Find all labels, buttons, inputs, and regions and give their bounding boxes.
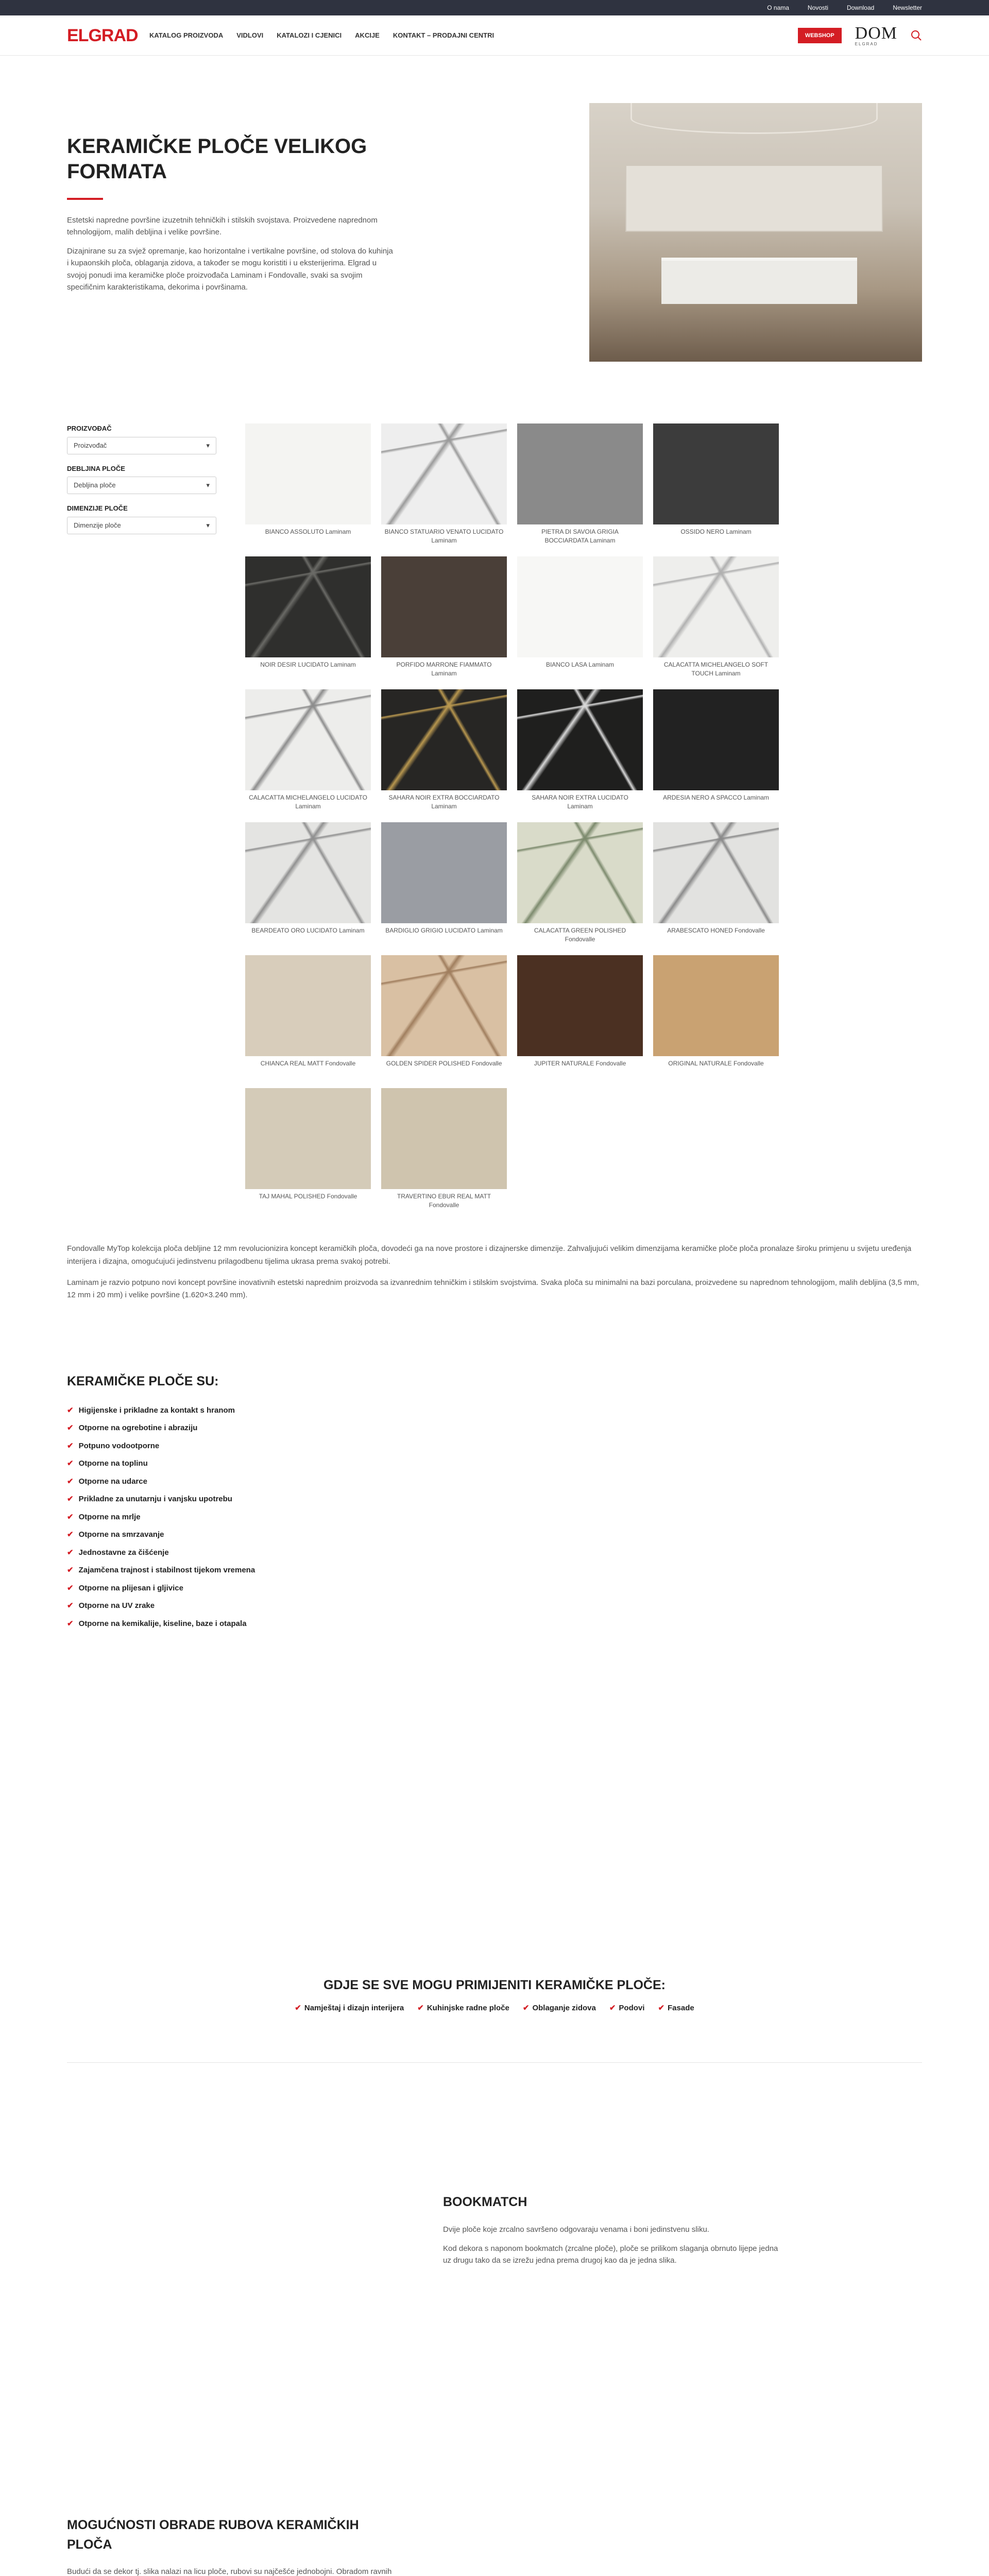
property-text: Otporne na smrzavanje <box>78 1530 164 1539</box>
product-name: CHIANCA REAL MATT Fondovalle <box>260 1060 356 1067</box>
product-name: SAHARA NOIR EXTRA BOCCIARDATO Laminam <box>388 794 500 810</box>
product-tile[interactable] <box>517 556 643 680</box>
product-tile[interactable] <box>653 556 779 680</box>
product-name: PIETRA DI SAVOIA GRIGIA BOCCIARDATA Laminam <box>541 528 619 545</box>
property-text: Otporne na toplinu <box>78 1459 148 1468</box>
product-tile[interactable] <box>653 689 779 813</box>
top-bar <box>0 0 989 15</box>
filter-thickness-label: DEBLJINA PLOČE <box>67 464 125 472</box>
nav-contact[interactable]: KONTAKT – PRODAJNI CENTRI <box>393 31 494 40</box>
property-text: Otporne na plijesan i gljivice <box>78 1583 183 1592</box>
check-icon: ✔ <box>67 1477 74 1486</box>
chevron-down-icon: ▾ <box>206 441 210 449</box>
product-tile[interactable] <box>245 689 371 813</box>
product-name: BARDIGLIO GRIGIO LUCIDATO Laminam <box>385 927 503 934</box>
application-item <box>523 2003 596 2014</box>
nav-promotions[interactable]: AKCIJE <box>355 31 380 40</box>
chevron-down-icon: ▾ <box>206 521 210 529</box>
topbar-link-newsletter[interactable]: Newsletter <box>893 4 922 11</box>
product-name: BEARDEATO ORO LUCIDATO Laminam <box>251 927 365 934</box>
property-item <box>67 1547 922 1559</box>
product-name: GOLDEN SPIDER POLISHED Fondovalle <box>386 1060 502 1067</box>
property-item <box>67 1618 922 1630</box>
filter-thickness-value: Debljina ploče <box>74 481 116 489</box>
check-icon: ✔ <box>67 1548 74 1557</box>
application-item <box>609 2003 645 2014</box>
product-name: CALACATTA MICHELANGELO LUCIDATO Laminam <box>249 794 367 810</box>
bookmatch-section <box>443 2063 788 2266</box>
product-swatch <box>381 556 507 657</box>
product-swatch <box>517 556 643 657</box>
main-header <box>0 15 989 56</box>
application-text: Kuhinjske radne ploče <box>427 2003 509 2012</box>
product-swatch <box>517 689 643 790</box>
properties-section <box>67 1310 922 1630</box>
bookmatch-title: BOOKMATCH <box>443 2195 527 2209</box>
filter-manufacturer-label: PROIZVOĐAČ <box>67 425 112 432</box>
product-swatch <box>245 556 371 657</box>
product-name: OSSIDO NERO Laminam <box>680 528 752 535</box>
applications-section <box>67 1636 922 2063</box>
property-item <box>67 1405 922 1417</box>
product-name: TAJ MAHAL POLISHED Fondovalle <box>259 1193 357 1200</box>
dom-logo[interactable] <box>855 25 897 46</box>
property-item <box>67 1476 922 1488</box>
product-name: BIANCO LASA Laminam <box>545 661 615 668</box>
description-section <box>67 1212 922 1302</box>
product-tile[interactable] <box>381 689 507 813</box>
check-icon: ✔ <box>522 2003 530 2012</box>
property-text: Prikladne za unutarnju i vanjsku upotrebu <box>78 1495 232 1503</box>
check-icon: ✔ <box>609 2003 616 2012</box>
product-tile[interactable] <box>653 955 779 1079</box>
product-tile[interactable] <box>653 822 779 946</box>
property-item <box>67 1440 922 1452</box>
product-swatch <box>381 423 507 524</box>
product-tile[interactable] <box>245 822 371 946</box>
product-swatch <box>517 423 643 524</box>
applications-title: GDJE SE SVE MOGU PRIMIJENITI KERAMIČKE PLOČE: <box>323 1978 666 1992</box>
application-item <box>417 2003 509 2014</box>
product-swatch <box>381 822 507 923</box>
product-swatch <box>653 556 779 657</box>
desc-laminam: Laminam je razvio potpuno novi koncept površine inovativnih estetski naprednim proizvoda sa izvanrednim tehničkim i stilskim svojstvima. Svaka ploča su minimalni na bazi porculana, proizvedene su naprednom tehnologijom, malih debljina (3,5 mm, 12 mm i 20 mm) i velike površine (1.620×3.240 mm). <box>67 1278 919 1300</box>
product-name: ARABESCATO HONED Fondovalle <box>667 927 765 934</box>
product-swatch <box>381 1088 507 1189</box>
check-icon: ✔ <box>67 1530 74 1539</box>
application-text: Podovi <box>619 2003 645 2012</box>
check-icon: ✔ <box>67 1583 74 1592</box>
filter-dimensions-value: Dimenzije ploče <box>74 521 121 529</box>
product-swatch <box>381 955 507 1056</box>
check-icon: ✔ <box>67 1405 74 1415</box>
webshop-button[interactable]: WEBSHOP <box>798 28 842 43</box>
product-tile[interactable] <box>381 423 507 547</box>
desc-fondovalle: Fondovalle MyTop kolekcija ploča debljine 12 mm revolucionizira koncept keramičkih ploča, dovodeći ga na nove prostore i dizajnerske dimenzije. Zahvaljujući velikim dimenzijama keramičke ploče ploča pronalaze široku primjenu u svijetu uređenja interijera i dizajna, omogućujući jedinstvenu prilagodbenu tijelima ukrasa prema svakoj potrebi. <box>67 1244 912 1266</box>
product-tile[interactable] <box>653 423 779 547</box>
product-grid <box>245 423 789 1212</box>
check-icon: ✔ <box>67 1619 74 1628</box>
product-name: BIANCO STATUARIO VENATO LUCIDATO Laminam <box>384 528 504 545</box>
bookmatch-text-2: Kod dekora s naponom bookmatch (zrcalne ploče), ploče se prilikom slaganja obrnuto lijepe jedna uz drugu tako da se izrežu jedna prema drugoj kao da je jedna slika. <box>443 2244 778 2265</box>
product-name: CALACATTA MICHELANGELO SOFT TOUCH Laminam <box>663 661 769 677</box>
topbar-link-download[interactable]: Download <box>846 4 875 11</box>
product-name: CALACATTA GREEN POLISHED Fondovalle <box>534 927 626 943</box>
bookmatch-text-1: Dvije ploče koje zrcalno savršeno odgovaraju venama i boni jedinstvenu sliku. <box>443 2225 709 2234</box>
product-tile[interactable] <box>381 556 507 680</box>
property-item <box>67 1565 922 1577</box>
edges-text: Budući da se dekor tj. slika nalazi na licu ploče, rubovi su najčešće jednobojni. Obradom ravnih <box>67 2567 392 2576</box>
property-text: Jednostavne za čišćenje <box>78 1548 169 1557</box>
hero-kitchen-image <box>589 103 922 362</box>
property-text: Higijenske i prikladne za kontakt s hranom <box>78 1405 235 1415</box>
check-icon: ✔ <box>67 1495 74 1503</box>
product-swatch <box>653 955 779 1056</box>
product-name: TRAVERTINO EBUR REAL MATT Fondovalle <box>397 1193 491 1209</box>
product-swatch <box>381 689 507 790</box>
filter-dimensions-label: DIMENZIJE PLOČE <box>67 504 128 512</box>
product-name: ORIGINAL NATURALE Fondovalle <box>668 1060 764 1067</box>
property-item <box>67 1600 922 1612</box>
product-swatch <box>245 822 371 923</box>
filter-manufacturer-select[interactable] <box>67 437 216 454</box>
dom-logo-text: DOM <box>855 24 897 43</box>
product-name: BIANCO ASSOLUTO Laminam <box>265 528 351 535</box>
edges-title: MOGUĆNOSTI OBRADE RUBOVA KERAMIČKIH PLOČA <box>67 2518 359 2552</box>
product-swatch <box>517 822 643 923</box>
filter-dimensions-select[interactable] <box>67 517 216 534</box>
check-icon: ✔ <box>67 1566 74 1574</box>
check-icon: ✔ <box>658 2003 665 2012</box>
check-icon: ✔ <box>67 1423 74 1432</box>
search-icon[interactable] <box>911 30 922 41</box>
application-text: Fasade <box>668 2003 694 2012</box>
check-icon: ✔ <box>67 1601 74 1610</box>
application-text: Namještaj i dizajn interijera <box>304 2003 404 2012</box>
product-tile[interactable] <box>245 423 371 547</box>
filter-sidebar <box>67 423 216 1212</box>
check-icon: ✔ <box>67 1459 74 1468</box>
property-item <box>67 1583 922 1595</box>
product-name: JUPITER NATURALE Fondovalle <box>534 1060 626 1067</box>
check-icon: ✔ <box>67 1512 74 1521</box>
main-nav <box>144 30 798 41</box>
applications-list <box>67 2003 922 2014</box>
product-tile[interactable] <box>517 955 643 1079</box>
nav-catalogs[interactable]: KATALOZI I CJENICI <box>277 31 342 40</box>
nav-views[interactable]: VIDLOVI <box>236 31 264 40</box>
application-text: Oblaganje zidova <box>532 2003 596 2012</box>
elgrad-logo[interactable]: ELGRAD <box>67 25 138 45</box>
properties-list <box>67 1405 922 1630</box>
check-icon: ✔ <box>417 2003 424 2012</box>
product-tile[interactable] <box>381 1088 507 1212</box>
check-icon: ✔ <box>295 2003 301 2012</box>
product-section <box>67 362 922 1212</box>
product-swatch <box>653 423 779 524</box>
property-text: Otporne na UV zrake <box>78 1601 155 1610</box>
property-item <box>67 1494 922 1505</box>
product-tile[interactable] <box>517 423 643 547</box>
property-text: Otporne na kemikalije, kiseline, baze i otapala <box>78 1619 247 1628</box>
nav-product-catalog[interactable]: KATALOG PROIZVODA <box>149 31 224 40</box>
product-swatch <box>245 955 371 1056</box>
topbar-link-about[interactable]: O nama <box>767 4 789 11</box>
properties-title: KERAMIČKE PLOČE SU: <box>67 1374 219 1388</box>
product-swatch <box>517 955 643 1056</box>
product-name: NOIR DESIR LUCIDATO Laminam <box>260 661 356 668</box>
product-swatch <box>245 689 371 790</box>
application-item <box>658 2003 694 2014</box>
product-tile[interactable] <box>381 955 507 1079</box>
property-text: Otporne na udarce <box>78 1477 147 1486</box>
application-item <box>295 2003 404 2014</box>
topbar-link-news[interactable]: Novosti <box>807 4 828 11</box>
product-swatch <box>245 423 371 524</box>
property-text: Otporne na mrlje <box>78 1512 141 1521</box>
product-name: ARDESIA NERO A SPACCO Laminam <box>663 794 769 801</box>
property-text: Zajamčena trajnost i stabilnost tijekom vremena <box>78 1566 255 1574</box>
property-text: Potpuno vodootporne <box>78 1441 160 1450</box>
product-swatch <box>653 822 779 923</box>
property-item <box>67 1422 922 1434</box>
property-text: Otporne na ogrebotine i abraziju <box>78 1423 198 1432</box>
hero-section <box>67 56 922 362</box>
property-item <box>67 1512 922 1523</box>
property-item <box>67 1529 922 1541</box>
check-icon: ✔ <box>67 1441 74 1450</box>
edges-section <box>67 2274 397 2576</box>
chevron-down-icon: ▾ <box>206 481 210 489</box>
hero-description: Dizajnirane su za svjež opremanje, kao horizontalne i vertikalne površine, od stolova do kuhinja i kupaonskih ploča, oblaganja zidova, a također se mogu koristiti i u eksterijerima. Elgrad u svojoj ponudi ima keramičke ploče proizvođača Laminam i Fondovalle, svaki sa svojim specifičnim karakteristikama, dekorima i površinama. <box>67 247 393 292</box>
product-tile[interactable] <box>245 955 371 1079</box>
title-underline <box>67 198 103 200</box>
product-tile[interactable] <box>517 822 643 946</box>
product-tile[interactable] <box>245 556 371 680</box>
property-item <box>67 1458 922 1470</box>
product-swatch <box>653 689 779 790</box>
filter-thickness-select[interactable] <box>67 477 216 494</box>
dom-logo-sub: ELGRAD <box>855 42 878 46</box>
product-name: PORFIDO MARRONE FIAMMATO Laminam <box>396 661 492 677</box>
hero-intro: Estetski napredne površine izuzetnih tehničkih i stilskih svojstava. Proizvedene naprednom tehnologijom, malih debljina i velike površine. <box>67 215 378 236</box>
product-swatch <box>245 1088 371 1189</box>
filter-manufacturer-value: Proizvođač <box>74 441 107 449</box>
product-name: SAHARA NOIR EXTRA LUCIDATO Laminam <box>532 794 628 810</box>
page-title: KERAMIČKE PLOČE VELIKOG FORMATA <box>67 135 367 183</box>
product-tile[interactable] <box>517 689 643 813</box>
product-tile[interactable] <box>381 822 507 946</box>
product-tile[interactable] <box>245 1088 371 1212</box>
